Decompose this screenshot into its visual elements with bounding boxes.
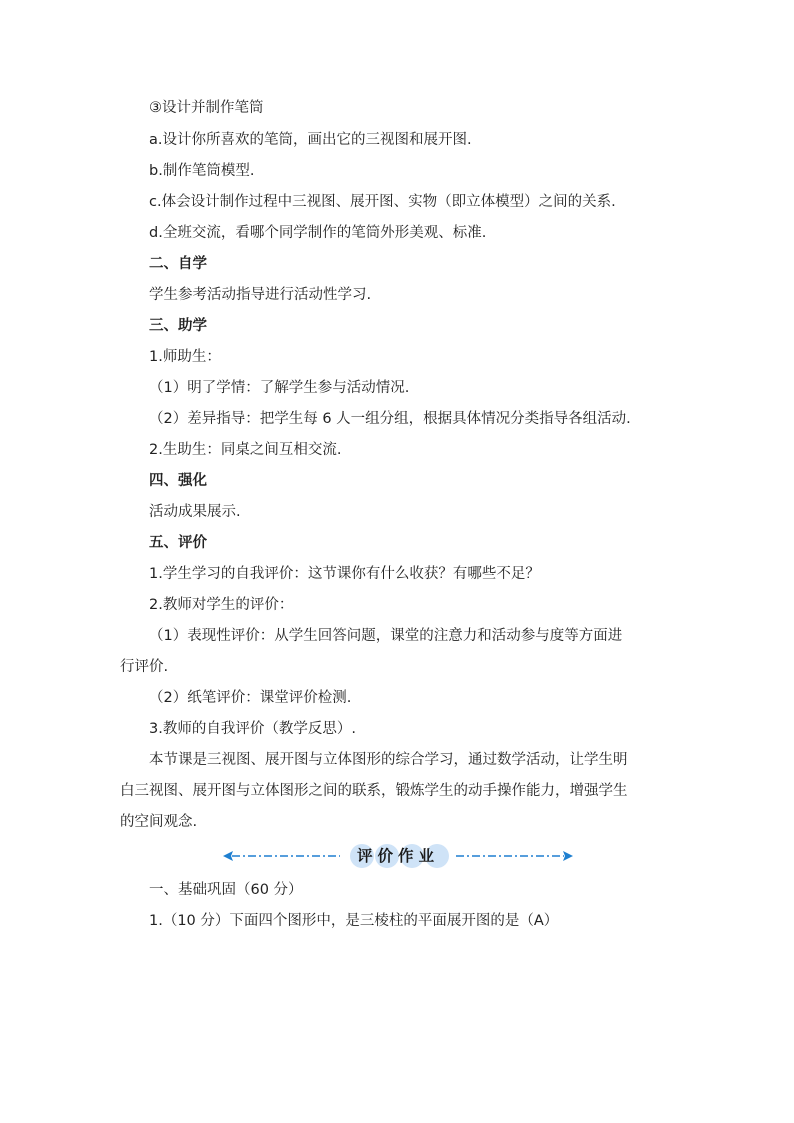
evaluate-item-2-1: （1）表现性评价：从学生回答问题，课堂的注意力和活动参与度等方面进 [149, 628, 623, 644]
step-b: b.制作笔筒模型. [149, 163, 255, 179]
step-c: c.体会设计制作过程中三视图、展开图、实物（即立体模型）之间的关系. [149, 194, 616, 210]
summary-line-2: 白三视图、展开图与立体图形之间的联系，锻炼学生的动手操作能力，增强学生 [120, 783, 628, 799]
summary-line-3: 的空间观念. [120, 814, 198, 830]
reinforce-text: 活动成果展示. [149, 504, 241, 520]
assist-item-1: （1）明了学情：了解学生参与活动情况. [149, 380, 410, 396]
arrow-right-icon [563, 851, 573, 861]
section-heading-self-study: 二、自学 [149, 256, 207, 272]
homework-banner [222, 843, 574, 869]
evaluate-item-2-1-cont: 行评价. [120, 659, 169, 675]
evaluate-item-1: 1.学生学习的自我评价：这节课你有什么收获？有哪些不足？ [149, 566, 540, 582]
homework-title: 评价作业 [356, 847, 439, 865]
question-1: 1.（10 分）下面四个图形中，是三棱柱的平面展开图的是（A） [149, 913, 559, 929]
section-heading-reinforce: 四、强化 [149, 473, 207, 489]
evaluate-item-3: 3.教师的自我评价（教学反思）. [149, 721, 356, 737]
summary-line-1: 本节课是三视图、展开图与立体图形的综合学习，通过数学活动，让学生明 [149, 752, 628, 768]
assist-item-2: （2）差异指导：把学生每 6 人一组分组，根据具体情况分类指导各组活动. [149, 411, 631, 427]
basic-consolidation-heading: 一、基础巩固（60 分） [149, 882, 303, 898]
teacher-helps-student: 1.师助生： [149, 349, 221, 365]
step-a: a.设计你所喜欢的笔筒，画出它的三视图和展开图. [149, 132, 472, 148]
self-study-text: 学生参考活动指导进行活动性学习. [149, 287, 372, 303]
section-heading-assist: 三、助学 [149, 318, 207, 334]
step-3-design-pen-holder: ③设计并制作笔筒 [149, 100, 264, 116]
arrow-left-icon [223, 851, 233, 861]
section-heading-evaluate: 五、评价 [149, 535, 207, 551]
step-d: d.全班交流，看哪个同学制作的笔筒外形美观、标准. [149, 225, 487, 241]
evaluate-item-2: 2.教师对学生的评价： [149, 597, 294, 613]
student-helps-student: 2.生助生：同桌之间互相交流. [149, 442, 342, 458]
evaluate-item-2-2: （2）纸笔评价：课堂评价检测. [149, 690, 352, 706]
